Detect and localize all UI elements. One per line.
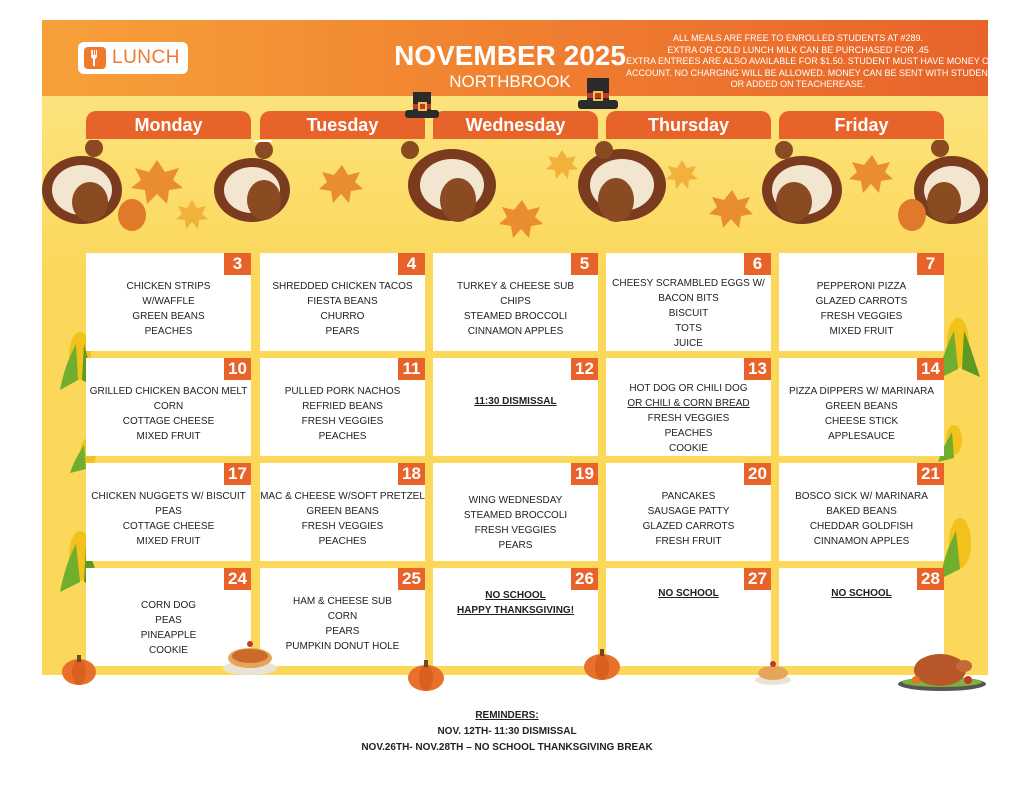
menu-item: FRESH VEGGIES [474, 525, 557, 536]
notice-line: EXTRA OR COLD LUNCH MILK CAN BE PURCHASED FOR .45 [667, 44, 929, 55]
date-number: 11 [398, 358, 425, 380]
menu-item: FRESH VEGGIES [301, 521, 384, 532]
menu-items [606, 380, 771, 456]
menu-items [606, 582, 771, 666]
menu-item: TURKEY & CHEESE SUB [456, 281, 575, 292]
menu-item: JUICE [674, 337, 703, 349]
menu-item: BACON BITS [658, 292, 719, 304]
menu-item: OR CHILI & CORN BREAD [627, 397, 750, 409]
menu-item: CHICKEN STRIPS [126, 281, 211, 292]
page-title: NOVEMBER 2025 [394, 40, 626, 71]
menu-item: PEARS [325, 626, 360, 637]
date-number: 20 [744, 463, 771, 485]
menu-item: GREEN BEANS [825, 401, 898, 412]
menu-item: MIXED FRUIT [829, 326, 894, 337]
menu-item: FRESH VEGGIES [301, 416, 384, 427]
menu-item: GLAZED CARROTS [815, 296, 908, 307]
day-cell [86, 358, 251, 456]
menu-items [86, 267, 251, 351]
menu-item: PIZZA DIPPERS W/ MARINARA [788, 386, 935, 397]
day-cell [260, 568, 425, 666]
pilgrim-hat-icon [578, 76, 618, 114]
menu-item: MIXED FRUIT [136, 431, 201, 442]
menu-item: PULLED PORK NACHOS [284, 386, 401, 397]
menu-item: COTTAGE CHEESE [122, 416, 215, 427]
menu-item: HAM & CHEESE SUB [293, 596, 392, 607]
date-number: 5 [571, 253, 598, 275]
day-header-tuesday: Tuesday [260, 111, 425, 139]
menu-item: FIESTA BEANS [307, 296, 378, 307]
menu-item: HOT DOG OR CHILI DOG [629, 382, 748, 394]
menu-item: TOTS [675, 322, 702, 334]
menu-item: NO SCHOOL [658, 588, 719, 599]
date-number: 28 [917, 568, 944, 590]
menu-item: PEPPERONI PIZZA [816, 281, 907, 292]
date-number: 21 [917, 463, 944, 485]
menu-item: CHIPS [500, 296, 531, 307]
day-cell [779, 253, 944, 351]
day-header-monday: Monday [86, 111, 251, 139]
pie-icon [754, 658, 792, 686]
menu-item: BAKED BEANS [826, 506, 897, 517]
menu-items [606, 477, 771, 561]
menu-items [779, 372, 944, 456]
menu-item: BISCUIT [668, 307, 709, 319]
date-number: 17 [224, 463, 251, 485]
menu-item: CINNAMON APPLES [813, 536, 910, 547]
menu-items [260, 267, 425, 351]
menu-item: FRESH FRUIT [655, 536, 722, 547]
menu-item: COTTAGE CHEESE [122, 521, 215, 532]
menu-item: CORN [327, 611, 358, 622]
menu-item: APPLESAUCE [828, 431, 895, 442]
day-cell [260, 463, 425, 561]
menu-item: PEAS [155, 615, 182, 626]
date-number: 4 [398, 253, 425, 275]
menu-item: STEAMED BROCCOLI [463, 510, 568, 521]
date-number: 26 [571, 568, 598, 590]
day-cell [779, 358, 944, 456]
date-number: 6 [744, 253, 771, 275]
menu-item: NO SCHOOL [485, 590, 546, 601]
menu-item: HAPPY THANKSGIVING! [456, 605, 575, 616]
day-cell [260, 253, 425, 351]
menu-item: MIXED FRUIT [136, 536, 201, 547]
day-cell [433, 358, 598, 456]
menu-item: CINNAMON APPLES [467, 326, 564, 337]
turkey-decoration [42, 140, 988, 252]
menu-items [260, 372, 425, 456]
menu-item: MAC & CHEESE W/SOFT PRETZEL [260, 491, 425, 502]
menu-items [86, 372, 251, 456]
day-cell [433, 463, 598, 561]
menu-item: COOKIE [149, 645, 188, 656]
menu-item: WING WEDNESDAY [468, 495, 563, 506]
menu-items [433, 372, 598, 456]
menu-item: BOSCO SICK W/ MARINARA [795, 491, 928, 502]
menu-item: PANCAKES [661, 491, 716, 502]
reminders-title: REMINDERS: [475, 710, 539, 721]
menu-item: GREEN BEANS [306, 506, 379, 517]
reminders [300, 708, 714, 756]
logo-label: LUNCH [112, 47, 180, 68]
menu-items [433, 582, 598, 666]
date-number: 24 [224, 568, 251, 590]
day-header-wednesday: Wednesday [433, 111, 598, 139]
date-number: 18 [398, 463, 425, 485]
menu-item: PEAS [155, 506, 182, 517]
menu-items [606, 275, 771, 351]
pumpkin-icon [582, 645, 622, 681]
menu-item: FRESH VEGGIES [647, 412, 730, 424]
menu-item: PEARS [498, 540, 533, 551]
menu-item: PEACHES [318, 536, 367, 547]
date-number: 14 [917, 358, 944, 380]
notice-line: ACCOUNT. NO CHARGING WILL BE ALLOWED. MONEY CAN BE SENT WITH STUDENT [626, 67, 994, 78]
pumpkin-icon [60, 652, 98, 686]
pumpkin-icon [406, 656, 446, 692]
menu-item: CHEESE STICK [824, 416, 899, 427]
day-cell [433, 253, 598, 351]
menu-item: PEARS [325, 326, 360, 337]
day-cell [433, 568, 598, 666]
day-cell [606, 358, 771, 456]
fork-icon [84, 47, 106, 69]
page-subtitle: NORTHBROOK [449, 72, 571, 91]
menu-items [779, 267, 944, 351]
day-cell [606, 253, 771, 351]
day-header-friday: Friday [779, 111, 944, 139]
menu-item: FRESH VEGGIES [820, 311, 903, 322]
menu-item: CORN [153, 401, 184, 412]
lunch-logo [78, 42, 188, 74]
menu-items [260, 582, 425, 666]
menu-item: SAUSAGE PATTY [647, 506, 730, 517]
menu-item: STEAMED BROCCOLI [463, 311, 568, 322]
date-number: 3 [224, 253, 251, 275]
menu-item: COOKIE [669, 442, 708, 454]
pilgrim-hat-icon [405, 90, 439, 122]
reminder-line: NOV. 12TH- 11:30 DISMISSAL [437, 726, 577, 737]
date-number: 12 [571, 358, 598, 380]
day-cell [86, 253, 251, 351]
menu-items [433, 267, 598, 351]
menu-item: PEACHES [664, 427, 713, 439]
day-header-thursday: Thursday [606, 111, 771, 139]
menu-item: CORN DOG [141, 600, 196, 611]
notice-line: EXTRA ENTREES ARE ALSO AVAILABLE FOR $1.50. STUDENT MUST HAVE MONEY ON [626, 56, 996, 66]
date-number: 27 [744, 568, 771, 590]
menu-item: GREEN BEANS [132, 311, 205, 322]
day-cell [86, 463, 251, 561]
menu-items [260, 477, 425, 561]
notice-line: OR ADDED ON TEACHEREASE. [730, 79, 866, 89]
day-cell [606, 568, 771, 666]
roast-turkey-icon [896, 648, 988, 692]
menu-item: SHREDDED CHICKEN TACOS [272, 281, 413, 292]
date-number: 25 [398, 568, 425, 590]
menu-item: NO SCHOOL [831, 588, 892, 599]
menu-item: CHEDDAR GOLDFISH [809, 521, 914, 532]
menu-item: CHICKEN NUGGETS W/ BISCUIT [91, 491, 246, 502]
menu-item: GRILLED CHICKEN BACON MELT [89, 386, 248, 397]
pie-icon [222, 636, 278, 676]
menu-item: 11:30 DISMISSAL [474, 396, 557, 407]
notice-line: ALL MEALS ARE FREE TO ENROLLED STUDENTS AT #289. [672, 33, 924, 43]
menu-items [433, 485, 598, 561]
menu-item: PEACHES [144, 326, 193, 337]
date-number: 19 [571, 463, 598, 485]
day-cell [779, 463, 944, 561]
menu-item: W/WAFFLE [142, 296, 195, 307]
meal-notice [626, 33, 996, 91]
menu-item: CHEESY SCRAMBLED EGGS W/ [612, 277, 765, 289]
menu-item: PUMPKIN DONUT HOLE [285, 641, 400, 652]
reminder-line: NOV.26TH- NOV.28TH – NO SCHOOL THANKSGIVING BREAK [361, 742, 653, 753]
menu-item: GLAZED CARROTS [642, 521, 735, 532]
menu-item: PINEAPPLE [140, 630, 197, 641]
menu-item: PEACHES [318, 431, 367, 442]
menu-items [779, 477, 944, 561]
date-number: 13 [744, 358, 771, 380]
menu-items [86, 477, 251, 561]
date-number: 10 [224, 358, 251, 380]
menu-item: CHURRO [320, 311, 365, 322]
menu-item: REFRIED BEANS [302, 401, 383, 412]
day-cell [606, 463, 771, 561]
day-cell [260, 358, 425, 456]
date-number: 7 [917, 253, 944, 275]
